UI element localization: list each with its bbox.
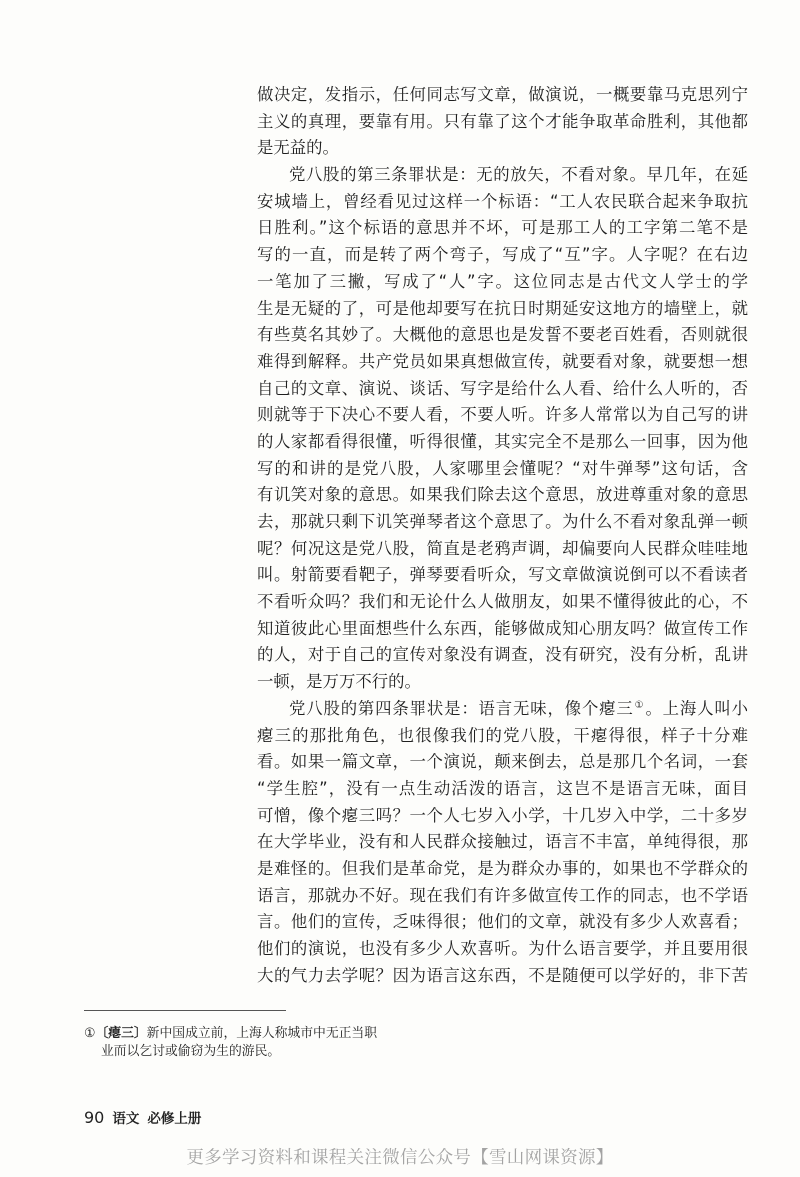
book-volume: 必修上册 xyxy=(147,1111,202,1127)
text-line: 日胜利。”这个标语的意思并不坏，可是那工人的工字第二笔不是 xyxy=(257,218,748,238)
footnote-mark: ① xyxy=(84,1026,96,1041)
page-number: 90 xyxy=(84,1108,105,1127)
text-line: 是无益的。 xyxy=(257,138,339,158)
text-line: 去，那就只剩下讥笑弹琴者这个意思了。为什么不看对象乱弹一顿 xyxy=(257,512,748,531)
footnote-ref[interactable]: ① xyxy=(634,699,645,711)
footnote-line xyxy=(84,1025,404,1043)
text-line: 一顿，是万万不行的。 xyxy=(257,672,421,692)
footnote-line: 业而以乞讨或偷窃为生的游民。 xyxy=(101,1043,281,1059)
text-segment: 。上海人叫小 xyxy=(645,698,748,718)
text-line: 有些莫名其妙了。大概他的意思也是发誓不要老百姓看，否则就很 xyxy=(257,325,748,345)
text-line: 是难怪的。但我们是革命党，是为群众办事的，如果也不学群众的 xyxy=(257,858,748,878)
text-line: 叫。射箭要看靶子，弹琴要看听众，写文章做演说倒可以不看读者 xyxy=(257,565,748,585)
text-line: 安城墙上，曾经看见过这样一个标语：“工人农民联合起来争取抗 xyxy=(257,191,748,211)
text-line: 语言，那就办不好。现在我们有许多做宣传工作的同志，也不学语 xyxy=(257,885,748,905)
text-line: 难得到解释。共产党员如果真想做宣传，就要看对象，就要想一想 xyxy=(257,351,748,371)
text-line: 有讥笑对象的意思。如果我们除去这个意思，放进尊重对象的意思 xyxy=(257,485,748,505)
main-text xyxy=(257,82,748,989)
text-line: 在大学毕业，没有和人民群众接触过，语言不丰富，单纯得很，那 xyxy=(257,832,748,852)
text-line: 呢？何况这是党八股，简直是老鸦声调，却偏要向人民群众哇哇地 xyxy=(257,538,748,558)
text-line: 主义的真理，要靠有用。只有靠了这个才能争取革命胜利，其他都 xyxy=(257,111,748,131)
page-footer xyxy=(84,1107,201,1129)
footnote xyxy=(84,1025,404,1060)
text-line: 看。如果一篇文章，一个演说，颠来倒去，总是那几个名词，一套 xyxy=(257,752,748,772)
footnote-divider xyxy=(84,1010,286,1011)
text-line: 可憎，像个瘪三吗？一个人七岁入小学，十几岁入中学，二十多岁 xyxy=(257,805,748,825)
paragraph-start-line: 党八股的第三条罪状是：无的放矢，不看对象。早几年，在延 xyxy=(289,165,748,185)
text-line: 生是无疑的了，可是他却要写在抗日时期延安这地方的墙壁上，就 xyxy=(257,298,748,318)
text-line: 大的气力去学呢？因为语言这东西，不是随便可以学好的，非下苦 xyxy=(257,965,748,985)
text-line: 自己的文章、演说、谈话、写字是给什么人看、给什么人听的，否 xyxy=(257,378,748,398)
text-line: 不看听众吗？我们和无论什么人做朋友，如果不懂得彼此的心，不 xyxy=(257,592,748,612)
paragraph-start-line xyxy=(257,696,748,723)
text-line: 写的和讲的是党八股，人家哪里会懂呢？“对牛弹琴”这句话，含 xyxy=(257,458,748,478)
text-segment: 党八股的第四条罪状是：语言无味，像个瘪三 xyxy=(289,698,634,718)
text-line: 写的一直，而是转了两个弯子，写成了“互”字。人字呢？在右边 xyxy=(257,245,748,265)
book-subject: 语文 xyxy=(112,1111,140,1127)
text-line: 他们的演说，也没有多少人欢喜听。为什么语言要学，并且要用很 xyxy=(257,939,748,958)
text-line: 的人，对于自己的宣传对象没有调查，没有研究，没有分析，乱讲 xyxy=(257,645,748,665)
watermark: 更多学习资料和课程关注微信公众号【雪山网课资源】 xyxy=(186,1148,614,1168)
text-line: “学生腔”，没有一点生动活泼的语言，这岂不是语言无味，面目 xyxy=(257,778,748,798)
text-line: 则就等于下决心不要人看，不要人听。许多人常常以为自己写的讲 xyxy=(257,405,748,425)
text-line: 做决定，发指示，任何同志写文章，做演说，一概要靠马克思列宁 xyxy=(257,85,748,104)
footnote-term: 〔瘪三〕 xyxy=(95,1026,147,1041)
text-line: 知道彼此心里面想些什么东西，能够做成知心朋友吗？做宣传工作 xyxy=(257,618,748,638)
text-line: 一笔加了三撇，写成了“人”字。这位同志是古代文人学士的学 xyxy=(257,271,748,291)
text-line: 言。他们的宣传，乏味得很；他们的文章，就没有多少人欢喜看； xyxy=(257,912,748,932)
text-line: 的人家都看得很懂，听得很懂，其实完全不是那么一回事，因为他 xyxy=(257,431,748,451)
footnote-text: 新中国成立前，上海人称城市中无正当职 xyxy=(146,1026,378,1041)
text-line: 瘪三的那批角色，也很像我们的党八股，干瘪得很，样子十分难 xyxy=(257,725,748,745)
